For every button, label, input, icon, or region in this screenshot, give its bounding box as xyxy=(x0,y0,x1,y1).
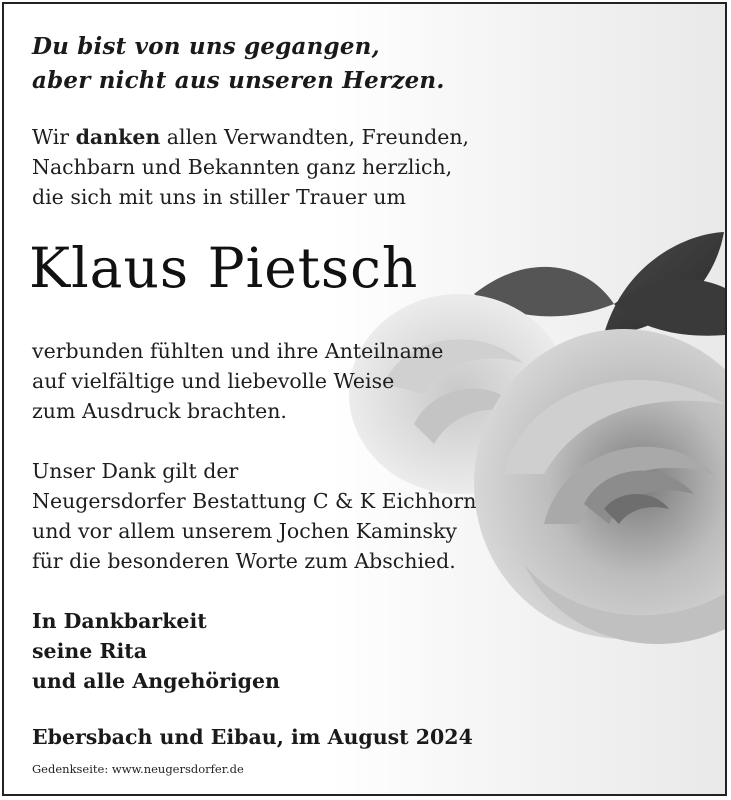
sympathy-line: zum Ausdruck brachten. xyxy=(32,399,287,423)
thanks-lead: Wir xyxy=(32,125,76,149)
gratitude-line: Unser Dank gilt der xyxy=(32,459,239,483)
thanks-line: die sich mit uns in stiller Trauer um xyxy=(32,185,406,209)
sympathy-paragraph xyxy=(32,336,443,426)
gratitude-line: und vor allem unserem Jochen Kaminsky xyxy=(32,519,458,543)
motto xyxy=(32,30,445,98)
thanks-rest: allen Verwandten, Freunden, xyxy=(160,125,470,149)
closing-signature xyxy=(32,606,280,696)
gratitude-line: für die besonderen Worte zum Abschied. xyxy=(32,549,456,573)
closing-line: und alle Angehörigen xyxy=(32,669,280,693)
obituary-frame xyxy=(2,2,727,796)
closing-line: seine Rita xyxy=(32,639,148,663)
motto-line: Du bist von uns gegangen, xyxy=(32,33,380,60)
gratitude-paragraph xyxy=(32,456,476,576)
motto-line: aber nicht aus unseren Herzen. xyxy=(32,67,445,94)
closing-line: In Dankbarkeit xyxy=(32,609,207,633)
sympathy-line: verbunden fühlten und ihre Anteilname xyxy=(32,339,444,363)
thanks-paragraph xyxy=(32,122,469,212)
thanks-line: Nachbarn und Bekannten ganz herzlich, xyxy=(32,155,453,179)
sympathy-line: auf vielfältige und liebevolle Weise xyxy=(32,369,395,393)
place-date: Ebersbach und Eibau, im August 2024 xyxy=(32,725,473,749)
memorial-site-link[interactable]: Gedenkseite: www.neugersdorfer.de xyxy=(32,762,244,776)
gratitude-line: Neugersdorfer Bestattung C & K Eichhorn xyxy=(32,489,477,513)
thanks-line xyxy=(32,122,469,152)
thanks-emphasis: danken xyxy=(75,125,161,149)
deceased-name: Klaus Pietsch xyxy=(29,236,419,300)
